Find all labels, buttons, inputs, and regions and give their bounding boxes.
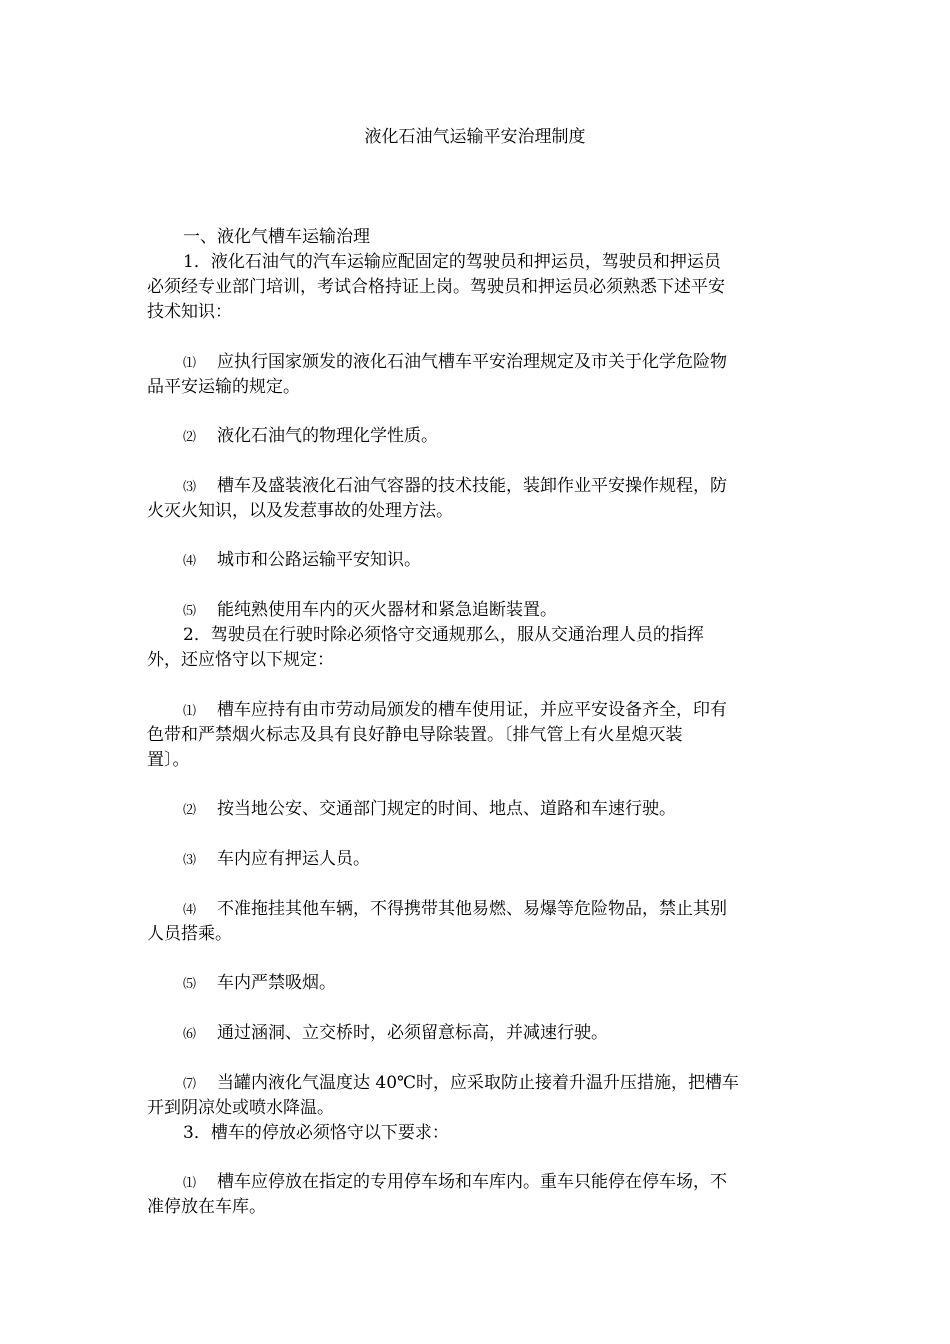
paragraph-line: 2．驾驶员在行驶时除必须恪守交通规那么，服从交通治理人员的指挥 xyxy=(183,625,704,645)
paragraph-line: 1．液化石油气的汽车运输应配固定的驾驶员和押运员，驾驶员和押运员 xyxy=(183,252,721,272)
section-heading: 一、液化气槽车运输治理 xyxy=(183,227,370,247)
item-number: ⑺ xyxy=(183,1077,197,1092)
item-text: 槽车及盛装液化石油气容器的技术技能，装卸作业平安操作规程，防 xyxy=(217,476,727,496)
item-text: 应执行国家颁发的液化石油气槽车平安治理规定及市关于化学危险物 xyxy=(217,352,727,372)
document-title: 液化石油气运输平安治理制度 xyxy=(364,127,586,147)
list-item xyxy=(183,897,843,923)
item-text: 不准拖挂其他车辆，不得携带其他易燃、易爆等危险物品，禁止其别 xyxy=(217,899,727,919)
list-item xyxy=(183,698,843,724)
item-text-continued: 准停放在车库。 xyxy=(147,1197,266,1217)
item-text-continued: 开到阴凉处或喷水降温。 xyxy=(147,1098,334,1118)
item-number: ⑴ xyxy=(183,1176,197,1191)
list-item xyxy=(183,350,843,376)
list-item xyxy=(183,474,843,500)
item-number: ⑵ xyxy=(183,803,197,818)
list-item xyxy=(183,971,843,997)
paragraph-line: 外，还应恪守以下规定： xyxy=(147,650,334,670)
list-item xyxy=(183,424,843,450)
item-text: 通过涵洞、立交桥时，必须留意标高，并减速行驶。 xyxy=(217,1023,608,1043)
item-text: 槽车应停放在指定的专用停车场和车库内。重车只能停在停车场，不 xyxy=(217,1172,727,1192)
item-text: 按当地公安、交通部门规定的时间、地点、道路和车速行驶。 xyxy=(217,799,676,819)
list-item xyxy=(183,797,843,823)
item-number: ⑸ xyxy=(183,977,197,992)
item-number: ⑶ xyxy=(183,480,197,495)
item-number: ⑷ xyxy=(183,554,197,569)
item-number: ⑵ xyxy=(183,430,197,445)
item-text: 城市和公路运输平安知识。 xyxy=(217,550,421,570)
item-number: ⑹ xyxy=(183,1027,197,1042)
item-text: 液化石油气的物理化学性质。 xyxy=(217,426,438,446)
item-text: 车内应有押运人员。 xyxy=(217,849,370,869)
item-number: ⑶ xyxy=(183,853,197,868)
list-item xyxy=(183,598,843,624)
item-text: 能纯熟使用车内的灭火器材和紧急追断装置。 xyxy=(217,600,557,620)
item-number: ⑷ xyxy=(183,903,197,918)
item-text-continued: 火灭火知识，以及发惹事故的处理方法。 xyxy=(147,501,453,521)
paragraph-line: 3．槽车的停放必须恪守以下要求： xyxy=(183,1123,449,1143)
paragraph-line: 技术知识： xyxy=(147,302,232,322)
item-text: 槽车应持有由市劳动局颁发的槽车使用证，并应平安设备齐全，印有 xyxy=(217,700,727,720)
list-item xyxy=(183,1170,843,1196)
item-text-continued: 人员搭乘。 xyxy=(147,924,232,944)
item-text-continued: 品平安运输的规定。 xyxy=(147,377,300,397)
item-number: ⑴ xyxy=(183,356,197,371)
item-number: ⑸ xyxy=(183,604,197,619)
item-number: ⑴ xyxy=(183,704,197,719)
item-text-continued: 色带和严禁烟火标志及具有良好静电导除装置。〔排气管上有火星熄灭装 xyxy=(147,725,683,745)
list-item xyxy=(183,1071,843,1097)
paragraph-line: 必须经专业部门培训，考试合格持证上岗。驾驶员和押运员必须熟悉下述平安 xyxy=(147,277,725,297)
list-item xyxy=(183,847,843,873)
item-text: 当罐内液化气温度达 40℃时，应采取防止接着升温升压措施，把槽车 xyxy=(217,1073,740,1093)
item-text-continued: 置〕。 xyxy=(147,750,190,770)
item-text: 车内严禁吸烟。 xyxy=(217,973,336,993)
list-item xyxy=(183,1021,843,1047)
list-item xyxy=(183,548,843,574)
